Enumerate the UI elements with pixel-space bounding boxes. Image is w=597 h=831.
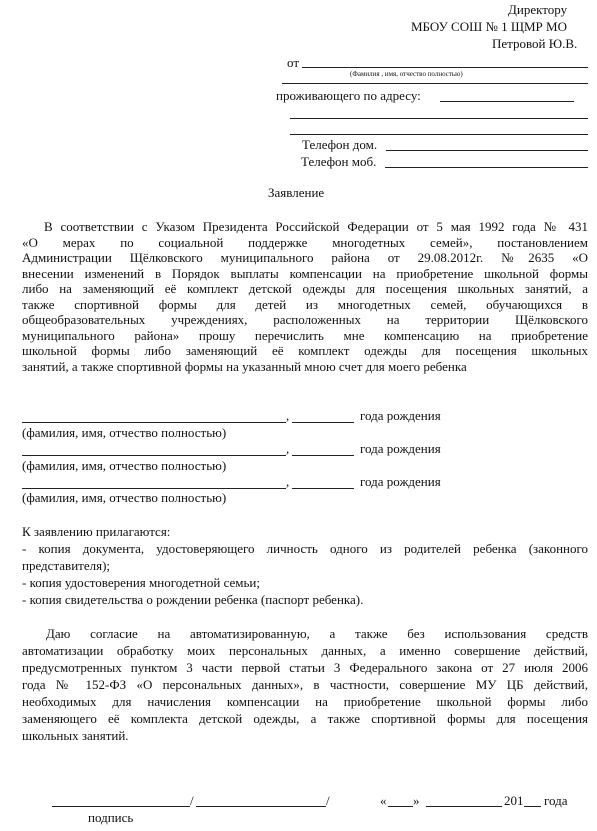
consent-line: автоматизации обработку моих персональных данных, а именно совершение действий,: [22, 643, 588, 658]
phone-mobile-label: Телефон моб.: [301, 154, 377, 169]
date-year-line: [524, 806, 541, 807]
from-hint: (Фамилия , имя, отчество полностью): [350, 70, 463, 78]
statement-line: В соответствии с Указом Президента Российской Федерации от 5 мая 1992 года № 431: [44, 219, 588, 234]
child-name-hint: (фамилия, имя, отчество полностью): [22, 458, 227, 473]
statement-line: занятий, а также спортивной формы на указанный мною счет для моего ребенка: [22, 358, 467, 374]
address-line-3: [290, 134, 588, 135]
attachments-heading: К заявлению прилагаются:: [22, 524, 171, 539]
statement-line: «О мерах по социальной поддержке многодетных семей», постановлением: [22, 234, 588, 250]
birth-year-label: года рождения: [360, 441, 441, 456]
signature-line: [52, 806, 190, 807]
header-line-2: МБОУ СОШ № 1 ЩМР МО: [411, 19, 567, 34]
date-day-line: [388, 806, 413, 807]
date-quote-close: »: [413, 793, 420, 808]
child-name-hint: (фамилия, имя, отчество полностью): [22, 425, 227, 440]
phone-mobile-line: [385, 167, 588, 168]
document-title: Заявление: [268, 185, 325, 200]
header-line-3: Петровой Ю.В.: [492, 36, 578, 51]
child-birth-year-line: [292, 455, 354, 456]
consent-line: Даю согласие на автоматизированную, а также без использования средств: [46, 626, 588, 641]
date-year-suffix: года: [544, 793, 568, 808]
date-month-line: [426, 806, 502, 807]
birth-year-label: года рождения: [360, 408, 441, 423]
child-name-line: [22, 455, 286, 456]
phone-home-line: [386, 150, 588, 151]
statement-line: внесении изменений в Порядок выплаты компенсации на приобретение школьной формы: [22, 265, 588, 281]
signature-decryption-line: [196, 806, 326, 807]
consent-line: школьных занятий.: [22, 728, 129, 743]
statement-paragraph: [22, 219, 588, 374]
consent-line: года № 152-ФЗ «О персональных данных», в частности, совершение МУ ЦБ действий,: [22, 677, 588, 692]
consent-paragraph: [22, 625, 588, 744]
address-line-1: [440, 101, 574, 102]
child-birth-year-line: [292, 422, 354, 423]
signature-label: подпись: [88, 810, 134, 825]
statement-line: общеобразовательных учреждениях, расположенных на территории Щёлковского: [22, 312, 588, 327]
address-label: проживающего по адресу:: [276, 88, 421, 103]
from-extra-line: [282, 83, 588, 84]
attachment-item: - копия свидетельства о рождении ребенка (паспорт ребенка).: [22, 592, 364, 607]
consent-line: предусмотренных пунктом 3 части первой статьи 3 Федерального закона от 27 июля 2006: [22, 660, 588, 675]
child-name-line: [22, 488, 286, 489]
signature-slash: /: [190, 793, 194, 808]
birth-year-label: года рождения: [360, 474, 441, 489]
address-line-2: [290, 118, 588, 119]
phone-home-label: Телефон дом.: [302, 137, 378, 152]
date-year-prefix: 201: [504, 793, 524, 808]
statement-line: школьной формы либо заменяющий её комплект одежды для посещения школьных: [22, 343, 588, 358]
consent-line: заменяющего её комплекта детской одежды, а также спортивной формы для посещения: [22, 711, 588, 726]
child-birth-year-line: [292, 488, 354, 489]
from-label: от: [287, 55, 300, 70]
signature-slash-2: /: [326, 793, 330, 808]
statement-line: либо на заменяющий её комплект детской одежды для посещения школьных занятий, а: [22, 281, 588, 296]
statement-line: Администрации Щёлковского муниципального района от 29.08.2012г. №2635 «О: [22, 250, 588, 265]
statement-line: также спортивной формы для детей из многодетных семей, обучающихся в: [22, 296, 588, 312]
header-line-1: Директору: [508, 2, 568, 17]
attachments-list: [22, 540, 588, 608]
child-name-hint: (фамилия, имя, отчество полностью): [22, 490, 227, 505]
consent-line: необходимых для начисления компенсации на приобретение школьной формы либо: [22, 694, 588, 709]
date-quote-open: «: [380, 793, 387, 808]
attachment-item: представителя);: [22, 558, 111, 573]
statement-line: муниципального района» прошу перечислить мне компенсацию на приобретение: [22, 327, 588, 343]
attachment-item: - копия удостоверения многодетной семьи;: [22, 575, 260, 590]
from-name-line: [302, 67, 588, 68]
child-name-line: [22, 422, 286, 423]
attachment-item: - копия документа, удостоверяющего личность одного из родителей ребенка (законного: [22, 541, 588, 556]
